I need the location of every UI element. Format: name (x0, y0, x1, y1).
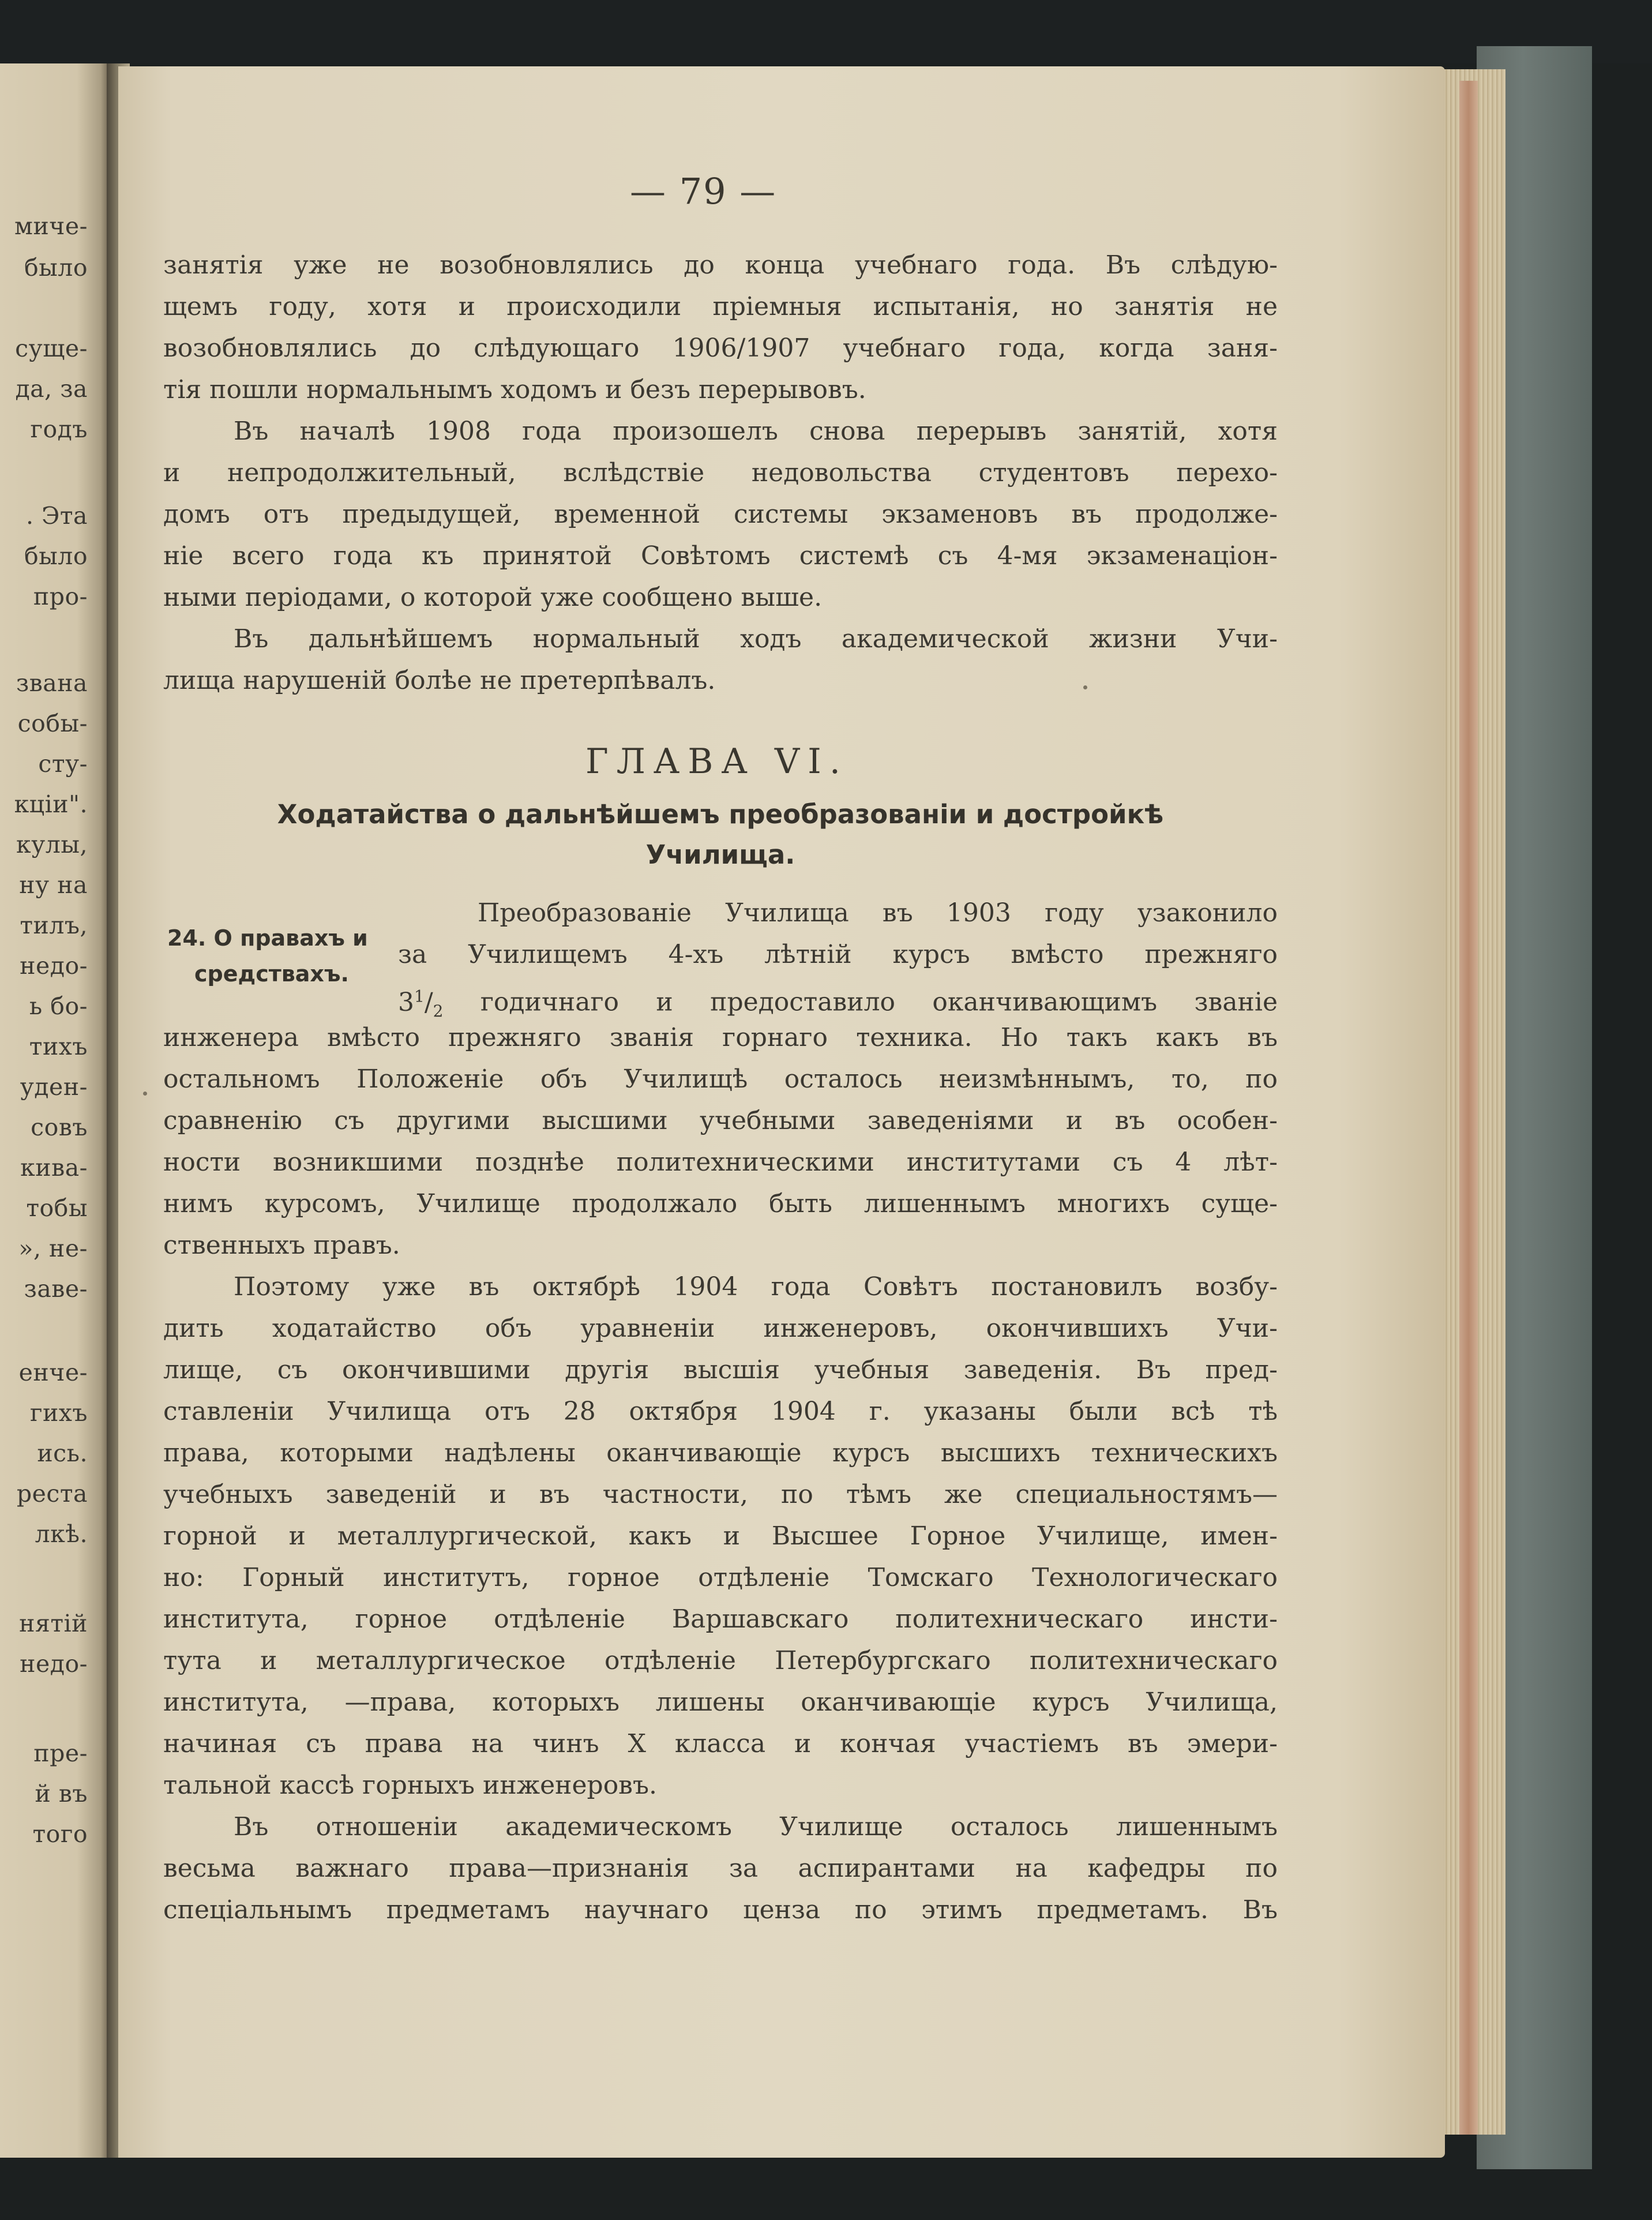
previous-page-text-fragment: ну на (19, 871, 88, 899)
previous-page-text-fragment: было (24, 542, 88, 570)
text-line: дить ходатайство объ уравненіи инженеровъ, окончившихъ Учи- (163, 1314, 1278, 1343)
text-line: домъ отъ предыдущей, временной системы экзаменовъ въ продолже- (163, 500, 1278, 529)
previous-page-text-fragment: тобы (26, 1194, 88, 1222)
text-line: ности возникшими позднѣе политехническими институтами съ 4 лѣт- (163, 1148, 1278, 1177)
previous-page-text-fragment: ь бо- (29, 992, 88, 1020)
fraction-denominator: 2 (433, 1001, 444, 1021)
previous-page-text-fragment: тихъ (29, 1033, 88, 1060)
previous-page-text-fragment: того (32, 1820, 88, 1848)
previous-page-text-fragment: сту- (38, 750, 88, 778)
previous-page-text-fragment: пре- (33, 1739, 88, 1767)
previous-page-text-fragment: суще- (15, 335, 88, 362)
previous-page-text-fragment: й въ (35, 1780, 88, 1807)
text-line: Въ началѣ 1908 года произошелъ снова перерывъ занятій, хотя (234, 417, 1278, 446)
previous-page-text-fragment: ись. (37, 1439, 88, 1467)
text-line: сравненію съ другими высшими учебными заведеніями и въ особен- (163, 1106, 1278, 1135)
text-line: ніе всего года къ принятой Совѣтомъ системѣ съ 4-мя экзаменаціон- (163, 541, 1278, 571)
scan-background-top (0, 0, 1652, 63)
text-line: занятія уже не возобновлялись до конца учебнаго года. Въ слѣдую- (163, 250, 1278, 280)
text-line: Поэтому уже въ октябрѣ 1904 года Совѣтъ постановилъ возбу- (234, 1272, 1278, 1302)
previous-page-text-fragment: звана (16, 669, 88, 697)
text-line: начиная съ права на чинъ X класса и кончая участіемъ въ эмери- (163, 1729, 1278, 1758)
text-line: щемъ году, хотя и происходили пріемныя испытанія, но занятія не (163, 292, 1278, 321)
text-line: инженера вмѣсто прежняго званія горнаго техника. Но такъ какъ въ (163, 1023, 1278, 1052)
previous-page-text-fragment: тилъ, (20, 912, 88, 939)
previous-page-text-fragment: кулы, (16, 831, 88, 858)
text-line: остальномъ Положеніе объ Училищѣ осталось неизмѣннымъ, то, по (163, 1064, 1278, 1094)
previous-page-text-fragment: кціи". (14, 790, 88, 818)
page-stack-tinted-edge (1459, 81, 1478, 2135)
text-line: ственныхъ правъ. (163, 1231, 400, 1260)
previous-page-text-fragment: енче- (18, 1359, 88, 1386)
previous-page-text-fragment: », не- (18, 1235, 88, 1262)
text-line: тальной кассѣ горныхъ инженеровъ. (163, 1771, 657, 1800)
text-line: Въ отношеніи академическомъ Училище осталось лишеннымъ (234, 1812, 1278, 1842)
text-line: возобновлялись до слѣдующаго 1906/1907 учебнаго года, когда заня- (163, 333, 1278, 363)
text-line: спеціальнымъ предметамъ научнаго ценза по этимъ предметамъ. Въ (163, 1895, 1278, 1925)
text-line: но: Горный институтъ, горное отдѣленіе Томскаго Технологическаго (163, 1563, 1278, 1592)
section-heading: Училища. (645, 839, 795, 870)
text-line: права, которыми надѣлены оканчивающіе курсъ высшихъ техническихъ (163, 1438, 1278, 1468)
previous-page-text-fragment: уден- (20, 1073, 88, 1101)
previous-page-text-fragment: мичe- (14, 212, 88, 240)
previous-page-text-fragment: про- (33, 583, 88, 610)
previous-page-text-fragment: реста (16, 1480, 88, 1507)
text-line: учебныхъ заведеній и въ частности, по тѣмъ же специальностямъ— (163, 1480, 1278, 1509)
text-line: лища нарушеній болѣе не претерпѣвалъ. (163, 666, 716, 695)
chapter-title: ГЛАВА VI. (585, 741, 848, 782)
ink-speck (1083, 685, 1087, 689)
text-line: тута и металлургическое отдѣленіе Петербургскаго политехническаго (163, 1646, 1278, 1675)
text-line: института, —права, которыхъ лишены оканчивающіе курсъ Училища, (163, 1687, 1278, 1717)
section-heading: Ходатайства о дальнѣйшемъ преобразованіи и достройкѣ (277, 799, 1164, 830)
text-line: Преобразованіе Училища въ 1903 году узаконило (478, 898, 1278, 928)
fraction-numerator: 1 (414, 987, 425, 1006)
text-line: горной и металлургической, какъ и Высшее Горное Училище, имен- (163, 1521, 1278, 1551)
previous-page-text-fragment: нятій (19, 1610, 88, 1637)
text-line: ставленіи Училища отъ 28 октября 1904 г. указаны были всѣ тѣ (163, 1397, 1278, 1426)
text-line: нимъ курсомъ, Училище продолжало быть лишеннымъ многихъ суще- (163, 1189, 1278, 1218)
margin-note: 24. О правахъ и (167, 925, 368, 951)
previous-page-text-fragment: собы- (17, 710, 88, 737)
previous-page-text-fragment: недо- (20, 1650, 88, 1678)
previous-page-text-fragment: да, за (15, 375, 88, 403)
fraction: $3^1/_2$ (398, 987, 444, 1021)
text-line: ными періодами, о которой уже сообщено выше. (163, 583, 823, 612)
previous-page-text-fragment: кива- (20, 1154, 88, 1182)
previous-page-text-fragment: заве- (24, 1275, 88, 1303)
text-line: института, горное отдѣленіе Варшавскаго политехническаго инсти- (163, 1604, 1278, 1634)
text-line: весьма важнаго права—признанія за аспирантами на кафедры по (163, 1854, 1278, 1883)
margin-note: средствахъ. (194, 961, 349, 987)
page-number: — 79 — (630, 170, 777, 212)
text-line: лище, съ окончившими другія высшія учебныя заведенія. Въ пред- (163, 1355, 1278, 1385)
previous-page-text-fragment: было (24, 254, 88, 282)
fraction-whole: 3 (398, 987, 414, 1017)
previous-page-text-fragment: гихъ (29, 1399, 88, 1427)
previous-page-text-fragment: годъ (30, 415, 88, 443)
ink-speck (143, 1092, 147, 1096)
text-line: за Училищемъ 4-хъ лѣтній курсъ вмѣсто прежняго (398, 940, 1278, 969)
text-line: и непродолжительный, вслѣдствіе недовольства студентовъ перехо- (163, 458, 1278, 487)
previous-page-text-fragment: совъ (31, 1113, 88, 1141)
fraction-line-rest: годичнаго и предоставило оканчивающимъ званіе (443, 987, 1278, 1017)
previous-page-text-fragment: . Эта (25, 502, 88, 530)
previous-page-text-fragment: лкѣ. (35, 1520, 88, 1548)
text-line (398, 980, 1278, 1027)
text-line: Въ дальнѣйшемъ нормальный ходъ академической жизни Учи- (234, 624, 1278, 654)
previous-page-text-fragment: недо- (20, 952, 88, 980)
text-line: тія пошли нормальнымъ ходомъ и безъ перерывовъ. (163, 375, 866, 404)
previous-page-fragment (0, 63, 110, 2158)
